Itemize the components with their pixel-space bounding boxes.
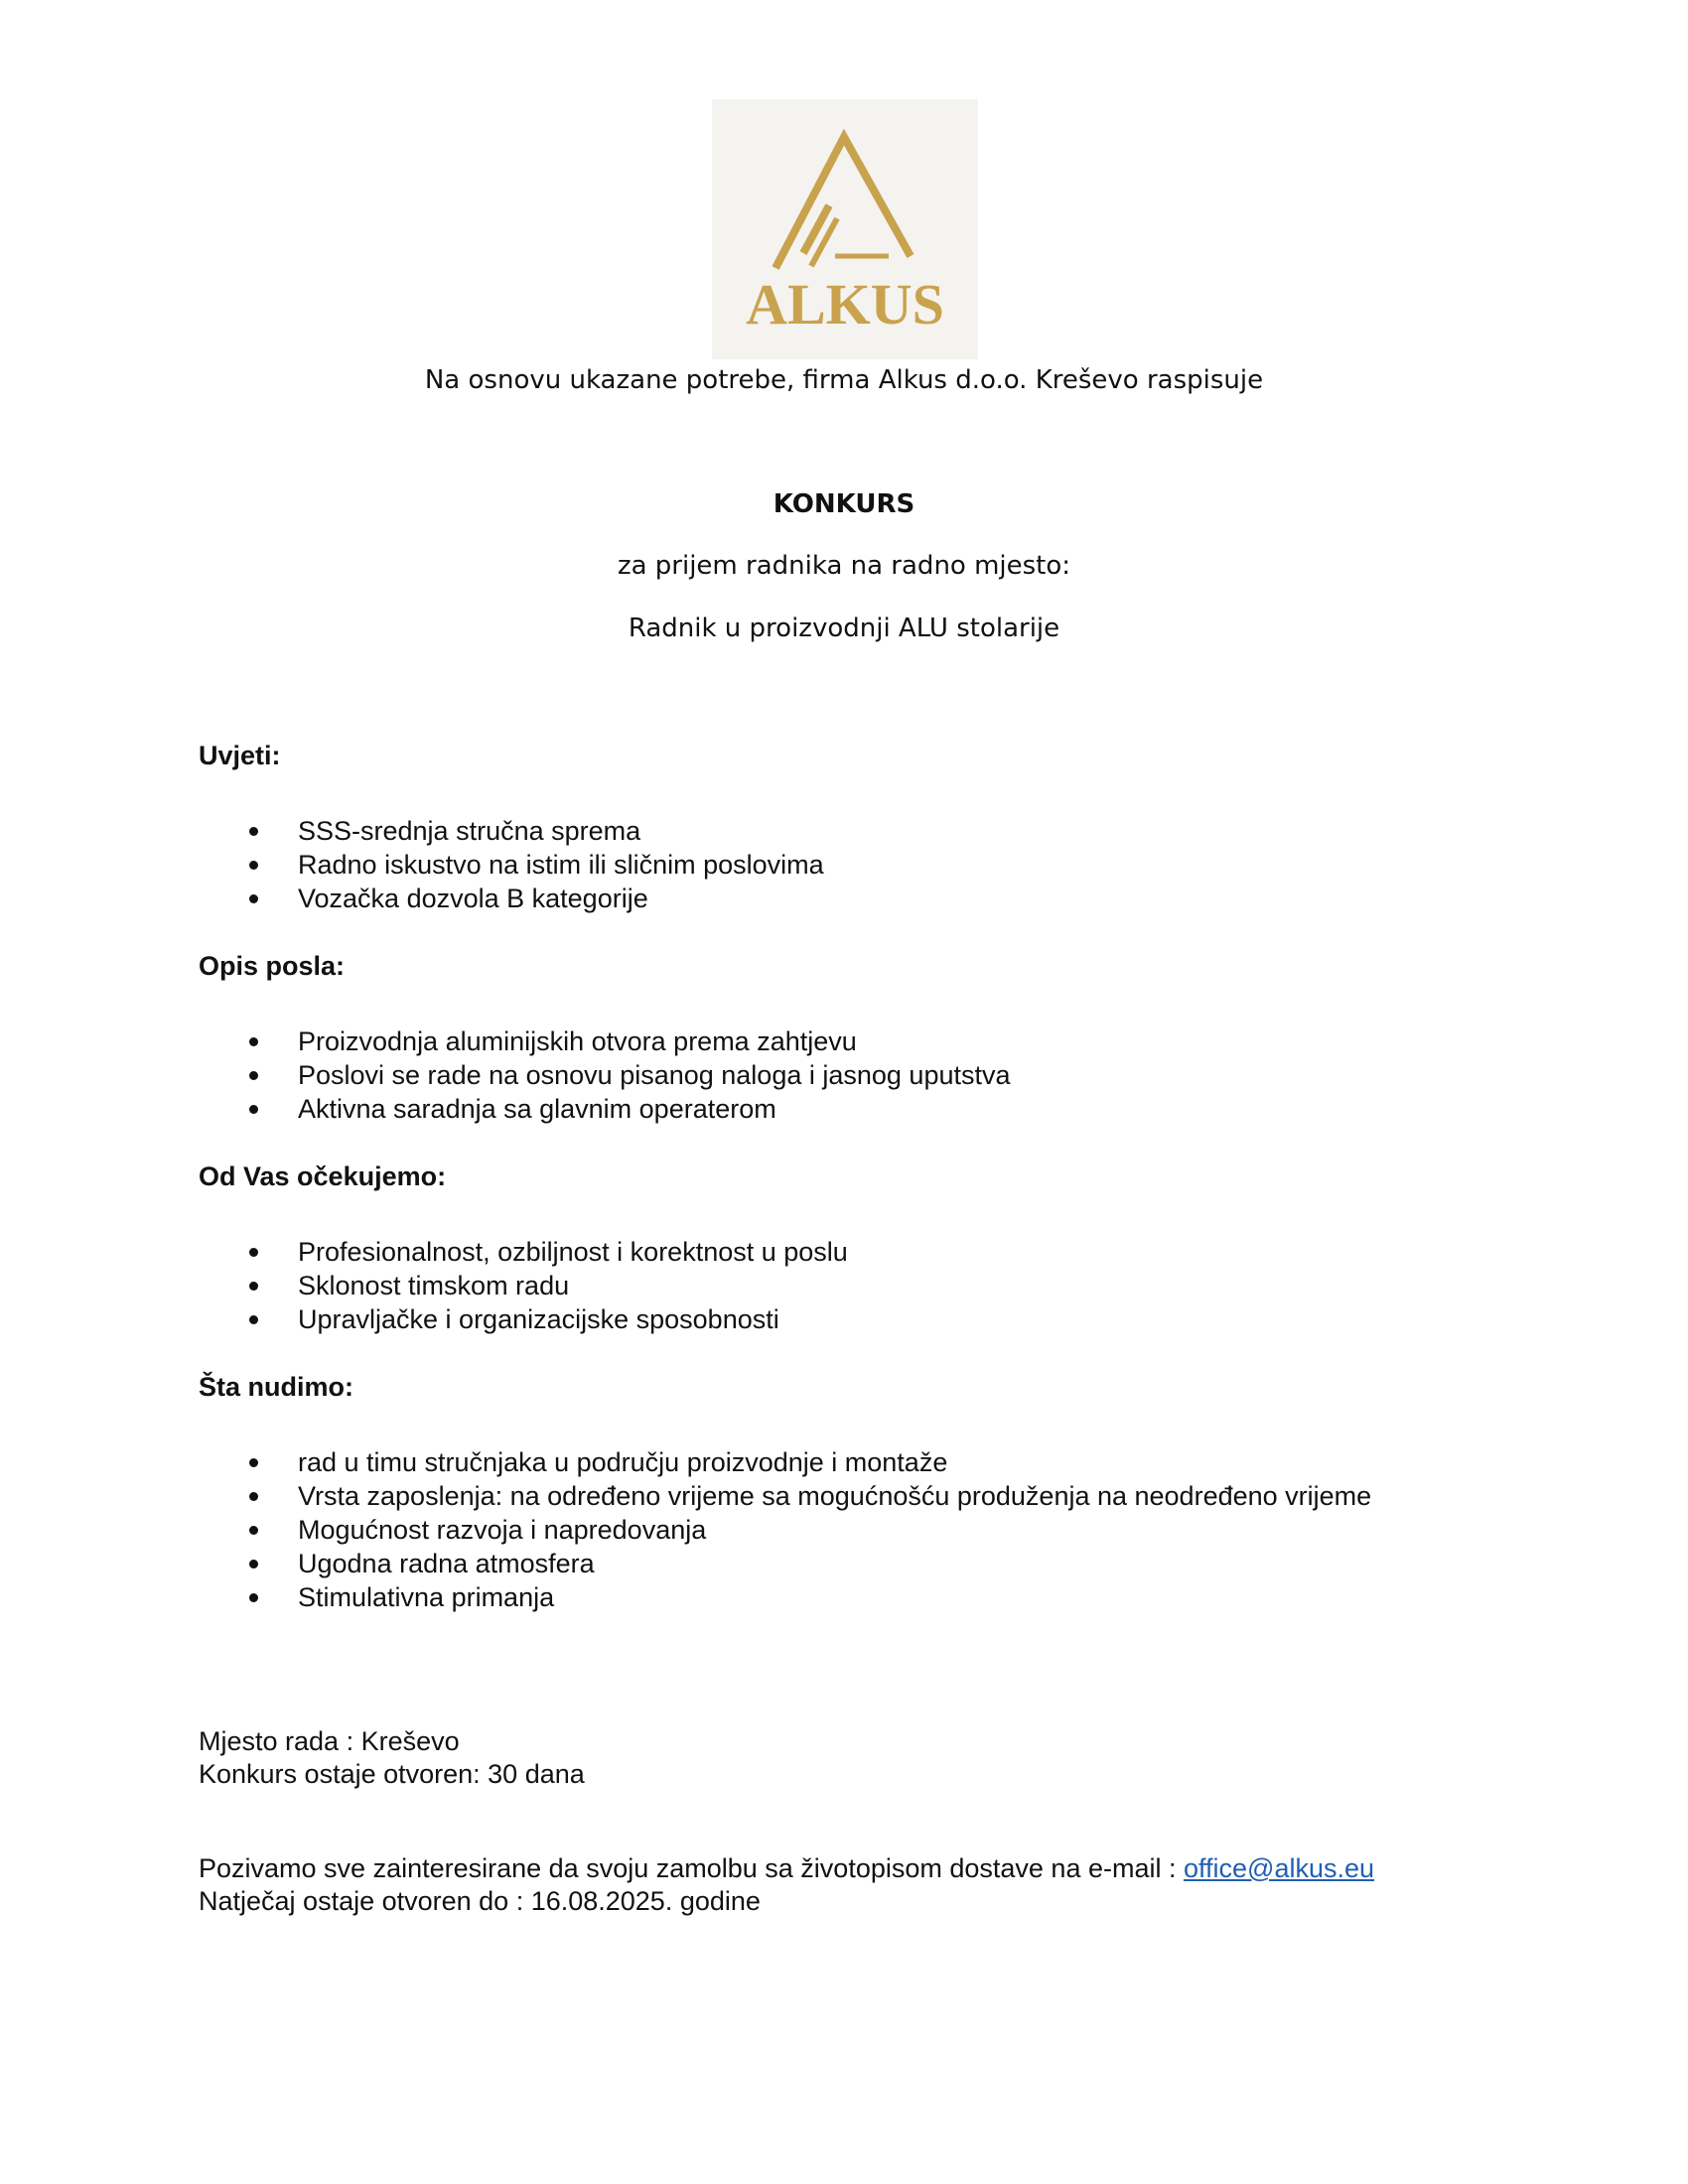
list-nudimo xyxy=(199,1445,1371,1614)
list-item: Proizvodnja aluminijskih otvora prema zahtjevu xyxy=(199,1024,1011,1058)
list-item: rad u timu stručnjaka u području proizvodnje i montaže xyxy=(199,1445,1371,1479)
company-logo xyxy=(712,99,978,359)
section-heading-uvjeti: Uvjeti: xyxy=(199,741,281,770)
list-ocekujemo xyxy=(199,1235,848,1336)
list-item: Mogućnost razvoja i napredovanja xyxy=(199,1513,1371,1547)
list-item: Sklonost timskom radu xyxy=(199,1269,848,1302)
section-heading-opis-posla: Opis posla: xyxy=(199,951,346,981)
list-item: Ugodna radna atmosfera xyxy=(199,1547,1371,1580)
page-title: KONKURS xyxy=(773,489,915,519)
deadline-text: Natječaj ostaje otvoren do : 16.08.2025. godine xyxy=(199,1886,761,1916)
logo-wordmark: ALKUS xyxy=(746,272,944,337)
email-link[interactable]: office@alkus.eu xyxy=(1183,1853,1375,1883)
list-item: Upravljačke i organizacijske sposobnosti xyxy=(199,1302,848,1336)
list-item: Poslovi se rade na osnovu pisanog naloga i jasnog uputstva xyxy=(199,1058,1011,1092)
list-item: Vozačka dozvola B kategorije xyxy=(199,882,824,915)
triangle-logo-icon xyxy=(712,99,978,359)
list-uvjeti xyxy=(199,814,824,915)
section-heading-nudimo: Šta nudimo: xyxy=(199,1372,353,1402)
job-position: Radnik u proizvodnji ALU stolarije xyxy=(628,614,1060,643)
subtitle: za prijem radnika na radno mjesto: xyxy=(617,551,1071,581)
open-period: Konkurs ostaje otvoren: 30 dana xyxy=(199,1759,585,1789)
list-item: Aktivna saradnja sa glavnim operaterom xyxy=(199,1092,1011,1126)
list-opis-posla xyxy=(199,1024,1011,1126)
application-invite xyxy=(199,1852,1374,1885)
list-item: Stimulativna primanja xyxy=(199,1580,1371,1614)
section-heading-ocekujemo: Od Vas očekujemo: xyxy=(199,1161,447,1191)
work-location: Mjesto rada : Kreševo xyxy=(199,1726,460,1756)
list-item: Radno iskustvo na istim ili sličnim poslovima xyxy=(199,848,824,882)
list-item: Profesionalnost, ozbiljnost i korektnost u poslu xyxy=(199,1235,848,1269)
invite-text: Pozivamo sve zainteresirane da svoju zamolbu sa životopisom dostave na e-mail : xyxy=(199,1853,1184,1883)
intro-text: Na osnovu ukazane potrebe, firma Alkus d.o.o. Kreševo raspisuje xyxy=(424,365,1264,395)
list-item: Vrsta zaposlenja: na određeno vrijeme sa mogućnošću produženja na neodređeno vrijeme xyxy=(199,1479,1371,1513)
list-item: SSS-srednja stručna sprema xyxy=(199,814,824,848)
